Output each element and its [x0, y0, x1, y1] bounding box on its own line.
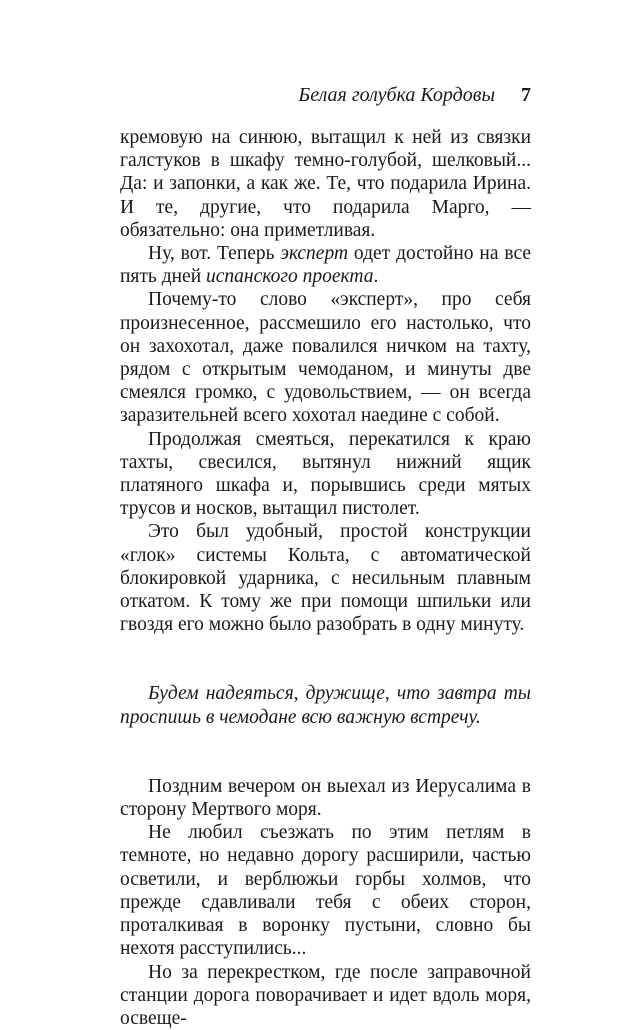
- body-text: [120, 126, 531, 1030]
- paragraph-2-start: Ну, вот. Теперь: [148, 243, 280, 264]
- paragraph-1: кремовую на синюю, вытащил к ней из связки галстуков в шкафу темно-голубой, шелковый... Да: и запонки, а как же. Те, что подарила Ирина. И те, другие, что подарила Марго, — обязательно: она приметливая.: [120, 126, 531, 242]
- paragraph-7: Поздним вечером он выехал из Иерусалима в сторону Мертвого моря.: [120, 775, 531, 821]
- paragraph-2-italic-expert: эксперт: [280, 243, 348, 264]
- paragraph-4: Продолжая смеяться, перекатился к краю тахты, свесился, вытянул нижний ящик платяного шкафа и, порывшись среди мятых трусов и носков, вытащил пистолет.: [120, 428, 531, 521]
- book-title: Белая голубка Кордовы: [298, 84, 495, 107]
- paragraph-2-end: .: [373, 266, 378, 287]
- paragraph-8: Не любил съезжать по этим петлям в темноте, но недавно дорогу расширили, частью осветили, и верблюжьи горбы холмов, что прежде сдавливали тебя с обеих сторон, проталкивая в воронку пустыни, словно бы нехотя расступились...: [120, 821, 531, 960]
- paragraph-2-italic-project: испанского проекта: [206, 266, 373, 287]
- paragraph-5: Это был удобный, простой конструкции «глок» системы Кольта, с автоматической блокировкой ударника, с несильным плавным откатом. К тому же при помощи шпильки или гвоздя его можно было разобрать в одну минуту.: [120, 520, 531, 636]
- section-break-1: [120, 636, 531, 682]
- running-head: [120, 84, 531, 112]
- paragraph-6-italic-thought: Будем надеяться, дружище, что завтра ты проспишь в чемодане всю важную встречу.: [120, 682, 531, 728]
- paragraph-3: Почему-то слово «эксперт», про себя произнесенное, рассмешило его настолько, что он захохотал, даже повалился ничком на тахту, рядом с открытым чемоданом, и минуты две смеялся громко, с удовольствием, — он всегда заразительней всего хохотал наедине с собой.: [120, 288, 531, 427]
- page-number: 7: [521, 84, 531, 107]
- paragraph-2: [120, 242, 531, 288]
- paragraph-2-middle: одет достойно на все пять дней: [120, 243, 531, 287]
- paragraph-9: Но за перекрестком, где после заправочной станции дорога поворачивает и идет вдоль моря, освеще-: [120, 961, 531, 1030]
- section-break-2: [120, 729, 531, 775]
